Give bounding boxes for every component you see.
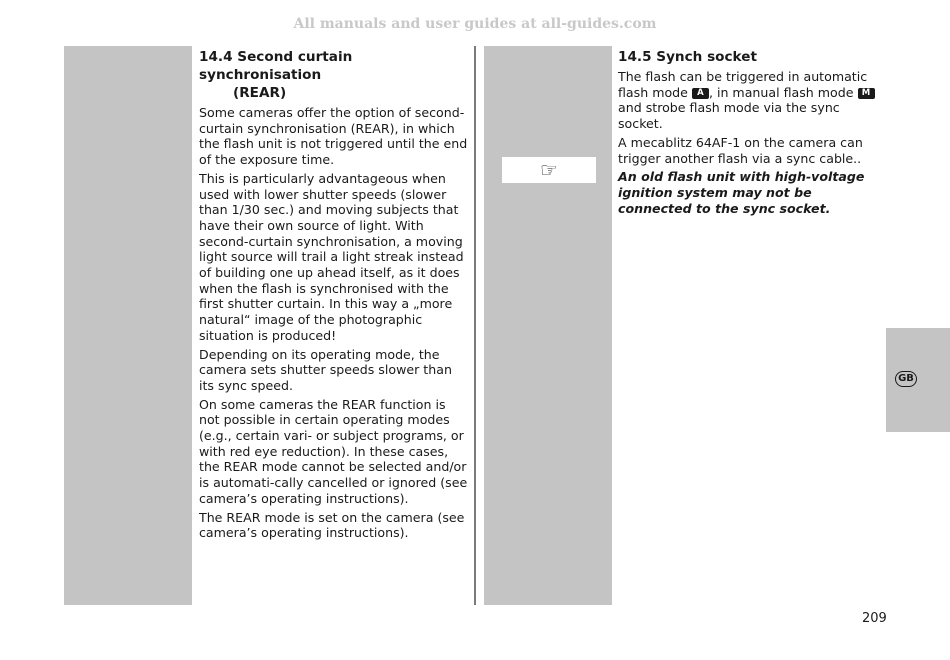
text-run: The flash can be triggered in automatic flash mode: [618, 69, 868, 100]
heading-title: Second curtain synchronisation: [199, 49, 353, 83]
section-14-4: [199, 48, 469, 544]
watermark: All manuals and user guides at all-guides.com: [293, 16, 657, 32]
left-margin-bar: [64, 46, 192, 605]
paragraph: A mecablitz 64AF-1 on the camera can trigger another flash via a sync cable..: [618, 134, 863, 166]
section-heading: [199, 48, 469, 102]
paragraph: The REAR mode is set on the camera (see camera’s operating instructions).: [199, 509, 465, 541]
heading-title-cont: (REAR): [233, 85, 287, 101]
paragraph: Depending on its operating mode, the camera sets shutter speeds slower than its sync speed.: [199, 346, 452, 393]
middle-margin-bar: [484, 46, 612, 605]
section-14-5: [618, 48, 886, 219]
text-run: and strobe flash mode via the sync socket.: [618, 100, 840, 132]
paragraph: [618, 69, 886, 132]
manual-mode-icon: M: [858, 88, 875, 99]
auto-mode-icon: A: [692, 88, 709, 99]
section-heading: 14.5 Synch socket: [618, 49, 757, 65]
language-badge: GB: [895, 371, 917, 387]
paragraph: On some cameras the REAR function is not possible in certain operating modes (e.g., certain vari- or subject programs, or with red eye reduction). In these cases, the REAR mode cannot be selected and/or is automati-cally cancelled or ignored (see camera’s operating instructions).: [199, 396, 468, 506]
paragraph: Some cameras offer the option of second-curtain synchronisation (REAR), in which the flash unit is not triggered until the end of the exposure time.: [199, 105, 468, 168]
paragraph: This is particularly advantageous when used with lower shutter speeds (slower than 1/30 sec.) and moving subjects that have their own source of light. With second-curtain synchronisation, a moving light source will trail a light streak instead of building one up ahead itself, as it does when the flash is synchronised with the first shutter curtain. In this way a „more natural“ image of the photographic situation is produced!: [199, 170, 464, 343]
text-run: , in manual flash mode: [708, 84, 854, 100]
warning-text: An old flash unit with high-voltage ignition system may not be connected to the sync socket.: [618, 169, 865, 216]
pointing-hand-icon: ☞: [502, 157, 596, 183]
heading-number: 14.4: [199, 49, 233, 65]
column-divider: [474, 46, 476, 605]
page-number: 209: [862, 611, 887, 626]
